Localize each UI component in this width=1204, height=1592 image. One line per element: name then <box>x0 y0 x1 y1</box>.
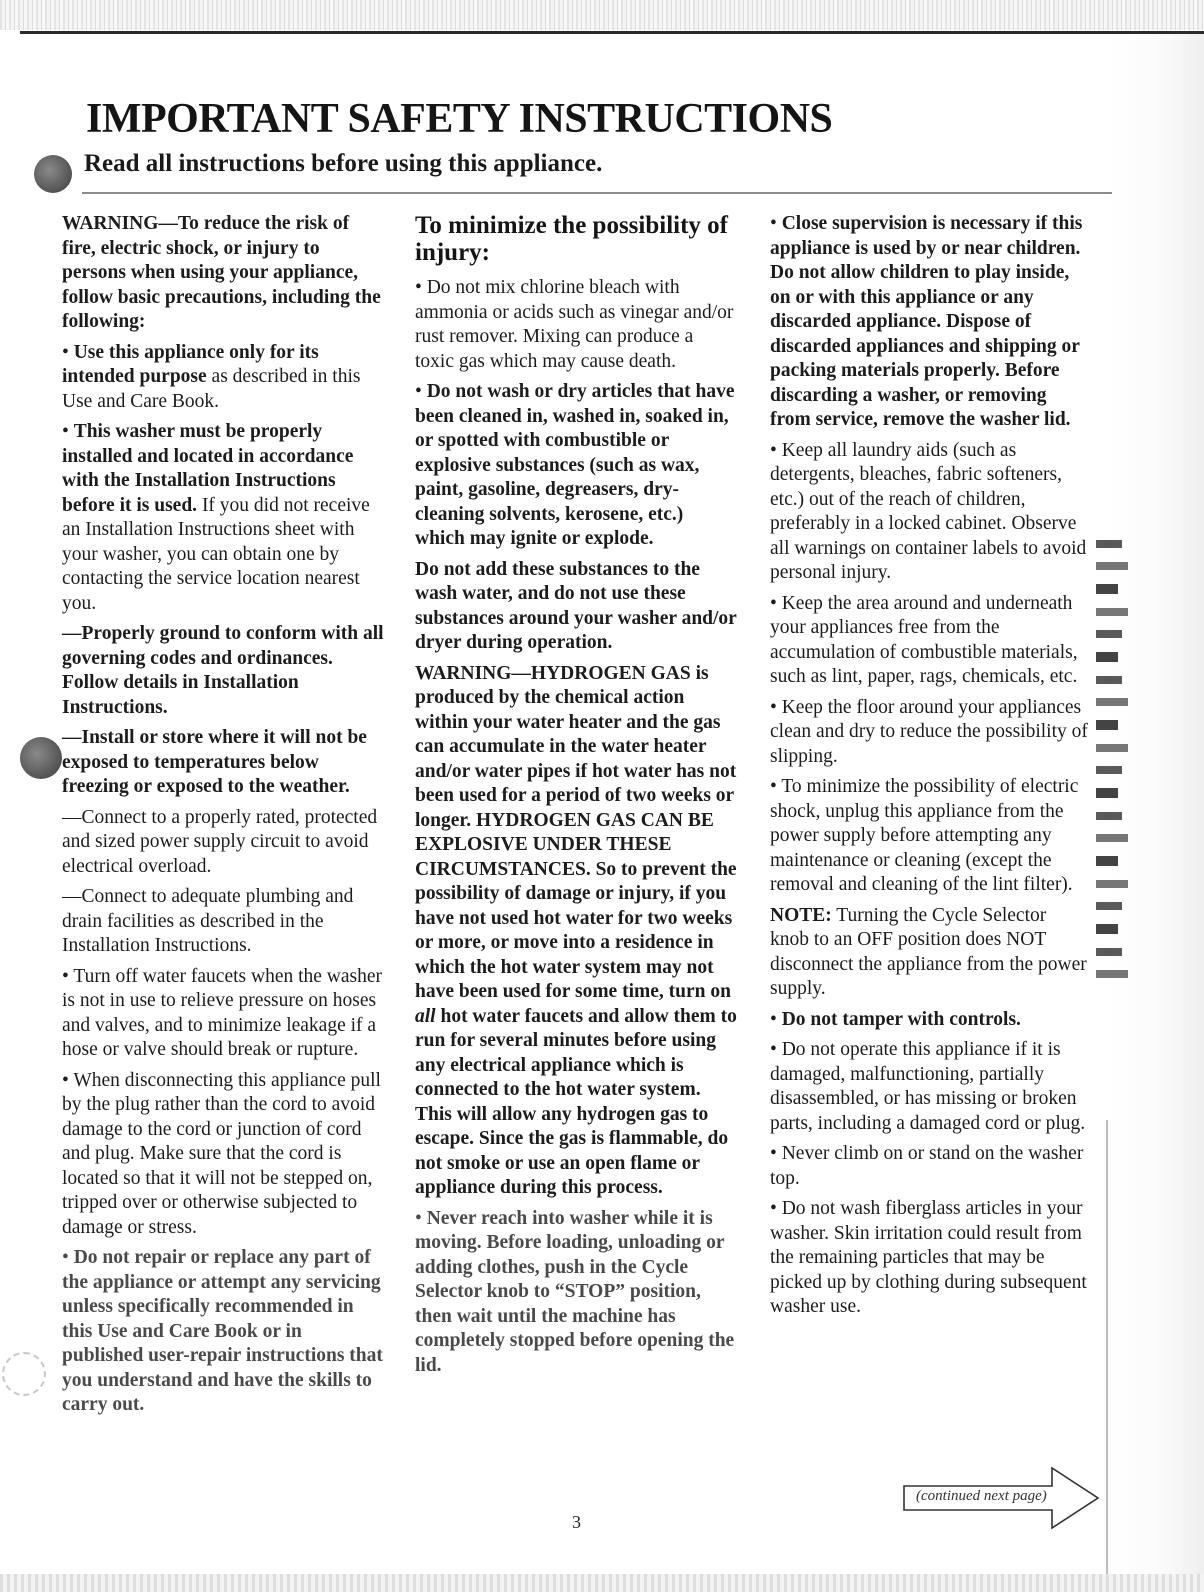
scan-top-band <box>0 0 1204 30</box>
scan-bottom-band <box>0 1574 1204 1592</box>
page-number: 3 <box>572 1512 581 1532</box>
binder-hole-icon <box>20 737 62 779</box>
warning-intro: WARNING—To reduce the risk of fire, electric shock, or injury to persons when using your appliance, follow basic precautions, including the following: <box>62 213 381 332</box>
continued-label: (continued next page) <box>916 1488 1047 1504</box>
instruction-item: • Do not repair or replace any part of the appliance or attempt any servicing unless specifically recommended in this Use and Care Book or in published user-repair instructions that you understand and have the skills to carry out. <box>62 1247 383 1415</box>
instruction-item: • To minimize the possibility of electric shock, unplug this appliance from the power supply before attempting any maintenance or cleaning (except the removal and cleaning of the lint filter). <box>770 776 1079 895</box>
note: NOTE: Turning the Cycle Selector knob to an OFF position does NOT disconnect the appliance from the power supply. <box>770 904 1087 999</box>
header-divider <box>82 192 1112 194</box>
page-subtitle: Read all instructions before using this appliance. <box>84 150 603 177</box>
section-heading: To minimize the possibility of injury: <box>415 212 728 266</box>
instruction-item: • Do not mix chlorine bleach with ammonia or acids such as vinegar and/or rust remover. Mixing can produce a toxic gas which may cause death. <box>415 277 734 372</box>
instruction-item: —Install or store where it will not be exposed to temperatures below freezing or exposed to the weather. <box>62 727 367 797</box>
binder-hole-icon <box>34 155 72 193</box>
instruction-item: • Do not tamper with controls. <box>770 1008 1021 1030</box>
instruction-item: • Never reach into washer while it is moving. Before loading, unloading or adding clothes, push in the Cycle Selector knob to “STOP” position, then wait until the machine has completely stopped before opening the lid. <box>415 1207 735 1376</box>
instruction-item: • Use this appliance only for its intended purpose as described in this Use and Care Book. <box>62 341 361 412</box>
instruction-item: • Keep the area around and underneath your appliances free from the accumulation of combustible materials, such as lint, paper, rags, chemicals, etc. <box>770 592 1078 687</box>
top-border-line <box>20 31 1204 34</box>
instruction-item: —Connect to adequate plumbing and drain facilities as described in the Installation Instructions. <box>62 886 354 956</box>
instruction-item: • Turn off water faucets when the washer is not in use to relieve pressure on hoses and valves, and to minimize leakage if a hose or valve should break or rupture. <box>62 965 383 1060</box>
column-right <box>770 212 1088 1326</box>
instruction-item: Do not add these substances to the wash water, and do not use these substances around your washer and/or dryer during operation. <box>415 558 737 653</box>
column-left <box>62 212 384 1424</box>
faint-binder-hole-icon <box>2 1352 46 1396</box>
column-middle <box>415 212 737 1384</box>
right-edge-rule <box>1106 1120 1108 1590</box>
instruction-item: • Do not operate this appliance if it is damaged, malfunctioning, partially disassembled, or has missing or broken parts, including a damaged cord or plug. <box>770 1039 1086 1134</box>
instruction-item: • Never climb on or stand on the washer top. <box>770 1143 1084 1189</box>
instruction-item: • Do not wash fiberglass articles in your washer. Skin irritation could result from the remaining particles that may be picked up by clothing during subsequent washer use. <box>770 1198 1087 1317</box>
instruction-item: • Keep the floor around your appliances clean and dry to reduce the possibility of slipping. <box>770 696 1088 767</box>
instruction-item: —Connect to a properly rated, protected and sized power supply circuit to avoid electrical overload. <box>62 806 378 877</box>
continued-next-page[interactable] <box>902 1466 1102 1530</box>
hydrogen-warning: WARNING—HYDROGEN GAS is produced by the chemical action within your water heater and the gas can accumulate in the water heater and/or water pipes if hot water has not been used for a period of two weeks or longer. HYDROGEN GAS CAN BE EXPLOSIVE UNDER THESE CIRCUMSTANCES. So to prevent the possibility of damage or injury, if you have not used hot water for two weeks or more, or move into a residence in which the hot water system may not have been used for some time, turn on all hot water faucets and allow them to run for several minutes before using any electrical appliance which is connected to the hot water system. This will allow any hydrogen gas to escape. Since the gas is flammable, do not smoke or use an open flame or appliance during this process. <box>415 662 737 1198</box>
edge-tab-marks <box>1096 540 1152 1000</box>
instruction-item: • Keep all laundry aids (such as detergents, bleaches, fabric softeners, etc.) out of the reach of children, preferably in a locked cabinet. Observe all warnings on container labels to avoid personal injury. <box>770 439 1087 583</box>
instruction-item: • Do not wash or dry articles that have been cleaned in, washed in, soaked in, or spotted with combustible or explosive substances (such as wax, paint, gasoline, degreasers, dry-cleaning solvents, kerosene, etc.) which may ignite or explode. <box>415 381 735 549</box>
instruction-item: • When disconnecting this appliance pull by the plug rather than the cord to avoid damage to the cord or junction of cord and plug. Make sure that the cord is located so that it will not be stepped on, tripped over or otherwise subjected to damage or stress. <box>62 1069 381 1238</box>
page-title: IMPORTANT SAFETY INSTRUCTIONS <box>86 96 833 142</box>
instruction-item: • Close supervision is necessary if this appliance is used by or near children. Do not allow children to play inside, on or with this appliance or any discarded appliance. Dispose of discarded appliances and shipping or packing materials properly. Before discarding a washer, or removing from service, remove the washer lid. <box>770 213 1083 430</box>
instruction-item: —Properly ground to conform with all governing codes and ordinances. Follow details in Installation Instructions. <box>62 623 384 718</box>
instruction-item: • This washer must be properly installed and located in accordance with the Installation Instructions before it is used. If you did not receive an Installation Instructions sheet with your washer, you can obtain one by contacting the service location nearest you. <box>62 421 370 614</box>
